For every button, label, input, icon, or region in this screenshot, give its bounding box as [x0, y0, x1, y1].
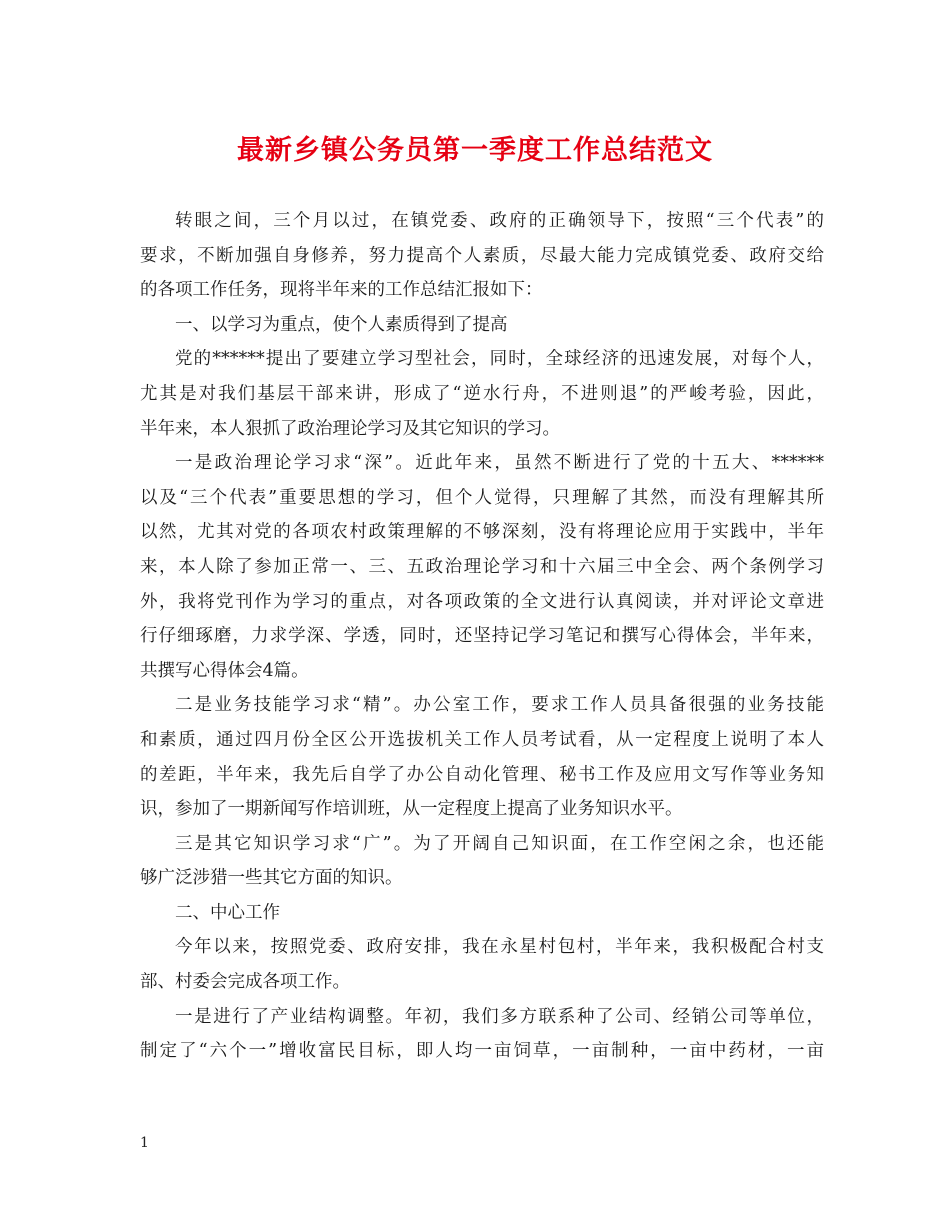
- text-line: 一是政治理论学习求“深”。近此年来，虽然不断进行了党的十五大、******: [175, 453, 824, 474]
- text-line: 尤其是对我们基层干部来讲，形成了“逆水行舟，不进则退”的严峻考验，因此，: [140, 383, 824, 404]
- text-line: 以然，尤其对党的各项农村政策理解的不够深刻，没有将理论应用于实践中，半年: [140, 522, 824, 543]
- text-line: 的差距，半年来，我先后自学了办公自动化管理、秘书工作及应用文写作等业务知: [140, 764, 824, 785]
- text-line: 行仔细琢磨，力求学深、学透，同时，还坚持记学习笔记和撰写心得体会，半年来，: [140, 626, 824, 647]
- text-line: 一是进行了产业结构调整。年初，我们多方联系种了公司、经销公司等单位，: [175, 1006, 824, 1027]
- text-line: 来，本人除了参加正常一、三、五政治理论学习和十六届三中全会、两个条例学习: [140, 556, 824, 577]
- text-line: 半年来，本人狠抓了政治理论学习及其它知识的学习。: [140, 418, 560, 439]
- text-line: 一、以学习为重点，使个人素质得到了提高: [175, 314, 508, 335]
- text-line: 今年以来，按照党委、政府安排，我在永星村包村，半年来，我积极配合村支: [175, 937, 824, 958]
- text-line: 够广泛涉猎一些其它方面的知识。: [140, 868, 403, 889]
- page-number: 1: [140, 1135, 149, 1151]
- document-body: [140, 204, 824, 1069]
- text-line: 部、村委会完成各项工作。: [140, 972, 350, 993]
- text-line: 二、中心工作: [175, 902, 280, 923]
- text-line: 的各项工作任务，现将半年来的工作总结汇报如下：: [140, 280, 543, 301]
- text-line: 外，我将党刊作为学习的重点，对各项政策的全文进行认真阅读，并对评论文章进: [140, 591, 824, 612]
- text-line: 党的******提出了要建立学习型社会，同时，全球经济的迅速发展，对每个人，: [175, 349, 824, 370]
- text-line: 三是其它知识学习求“广”。为了开阔自己知识面，在工作空闲之余，也还能: [175, 833, 824, 854]
- text-line: 转眼之间，三个月以过，在镇党委、政府的正确领导下，按照“三个代表”的: [175, 211, 825, 231]
- text-line: 二是业务技能学习求“精”。办公室工作，要求工作人员具备很强的业务技能: [175, 695, 824, 716]
- text-line: 共撰写心得体会4篇。: [140, 660, 309, 681]
- text-line: 制定了“六个一”增收富民目标，即人均一亩饲草，一亩制种，一亩中药材，一亩: [140, 1041, 824, 1062]
- text-line: 和素质，通过四月份全区公开选拔机关工作人员考试看，从一定程度上说明了本人: [140, 729, 824, 750]
- text-line: 识，参加了一期新闻写作培训班，从一定程度上提高了业务知识水平。: [140, 799, 683, 820]
- document-title: 最新乡镇公务员第一季度工作总结范文: [237, 135, 713, 166]
- text-line: 以及“三个代表”重要思想的学习，但个人觉得，只理解了其然，而没有理解其所: [140, 487, 824, 508]
- text-line: 要求，不断加强自身修养，努力提高个人素质，尽最大能力完成镇党委、政府交给: [140, 245, 824, 266]
